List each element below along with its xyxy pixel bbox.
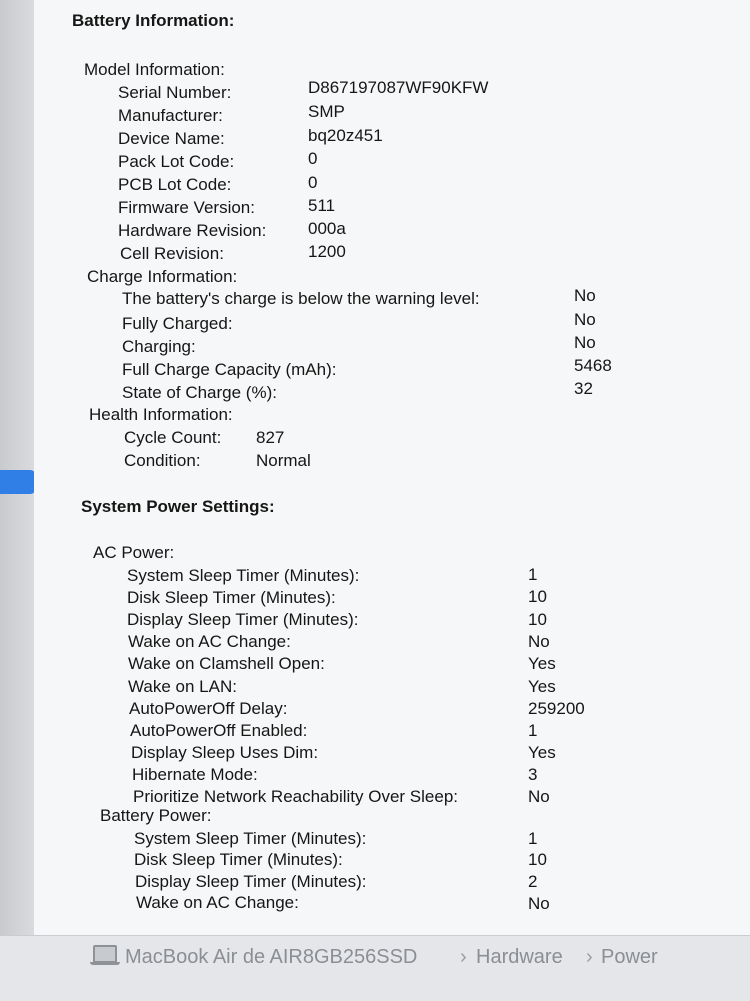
battery-power-label: Battery Power:	[100, 806, 212, 825]
ac-display-sleep-timer-label: Display Sleep Timer (Minutes):	[127, 610, 359, 629]
batt-display-sleep-timer-label: Display Sleep Timer (Minutes):	[135, 872, 367, 891]
ac-autopoweroff-enabled-value: 1	[528, 721, 538, 740]
health-information-label: Health Information:	[89, 405, 233, 424]
state-of-charge-value: 32	[574, 379, 593, 398]
ac-disk-sleep-timer-label: Disk Sleep Timer (Minutes):	[127, 588, 336, 607]
ac-prioritize-network-label: Prioritize Network Reachability Over Sleep:	[133, 787, 459, 806]
ac-display-sleep-timer-value: 10	[528, 610, 547, 629]
cell-revision-label: Cell Revision:	[120, 244, 224, 263]
ac-wake-on-lan-value: Yes	[528, 677, 556, 696]
batt-disk-sleep-timer-label: Disk Sleep Timer (Minutes):	[134, 850, 343, 869]
ac-display-sleep-uses-dim-label: Display Sleep Uses Dim:	[131, 743, 319, 762]
serial-number-value: D867197087WF90KFW	[308, 78, 489, 97]
ac-system-sleep-timer-label: System Sleep Timer (Minutes):	[127, 566, 360, 585]
fully-charged-label: Fully Charged:	[122, 314, 233, 333]
hardware-revision-value: 000a	[308, 219, 346, 238]
fully-charged-value: No	[574, 310, 596, 329]
pcb-lot-code-label: PCB Lot Code:	[118, 175, 232, 194]
breadcrumb-device[interactable]: MacBook Air de AIR8GB256SSD	[125, 946, 418, 968]
hardware-revision-label: Hardware Revision:	[118, 221, 267, 240]
serial-number-label: Serial Number:	[118, 83, 232, 102]
batt-wake-on-ac-change-label: Wake on AC Change:	[136, 893, 299, 912]
pcb-lot-code-value: 0	[308, 173, 318, 192]
laptop-icon	[93, 945, 117, 963]
device-name-value: bq20z451	[308, 126, 383, 145]
below-warning-level-label: The battery's charge is below the warning level:	[122, 289, 480, 308]
chevron-right-icon: ›	[586, 946, 593, 968]
condition-value: Normal	[256, 451, 311, 470]
full-charge-capacity-label: Full Charge Capacity (mAh):	[122, 360, 337, 379]
cycle-count-value: 827	[256, 428, 285, 447]
model-information-label: Model Information:	[84, 60, 225, 79]
ac-autopoweroff-enabled-label: AutoPowerOff Enabled:	[130, 721, 308, 740]
charging-label: Charging:	[122, 337, 196, 356]
batt-system-sleep-timer-value: 1	[528, 829, 538, 848]
firmware-version-label: Firmware Version:	[118, 198, 255, 217]
charge-information-label: Charge Information:	[87, 267, 238, 286]
ac-hibernate-mode-label: Hibernate Mode:	[132, 765, 258, 784]
batt-wake-on-ac-change-value: No	[528, 894, 550, 913]
pack-lot-code-value: 0	[308, 149, 318, 168]
ac-wake-on-ac-change-value: No	[528, 632, 550, 651]
firmware-version-value: 511	[308, 196, 336, 215]
ac-wake-on-lan-label: Wake on LAN:	[128, 677, 237, 696]
charging-value: No	[574, 333, 596, 352]
ac-prioritize-network-value: No	[528, 787, 550, 806]
system-power-settings-heading: System Power Settings:	[81, 497, 275, 516]
cell-revision-value: 1200	[308, 242, 346, 261]
ac-power-label: AC Power:	[93, 543, 175, 562]
breadcrumb-power[interactable]: Power	[601, 946, 658, 968]
batt-system-sleep-timer-label: System Sleep Timer (Minutes):	[134, 829, 367, 848]
state-of-charge-label: State of Charge (%):	[122, 383, 277, 402]
condition-label: Condition:	[124, 451, 201, 470]
below-warning-level-value: No	[574, 286, 596, 305]
pack-lot-code-label: Pack Lot Code:	[118, 152, 235, 171]
ac-wake-on-clamshell-open-label: Wake on Clamshell Open:	[128, 654, 325, 673]
batt-display-sleep-timer-value: 2	[528, 872, 538, 891]
sidebar	[0, 0, 34, 1000]
chevron-right-icon: ›	[460, 946, 467, 968]
ac-system-sleep-timer-value: 1	[528, 565, 538, 584]
ac-autopoweroff-delay-value: 259200	[528, 699, 585, 718]
ac-hibernate-mode-value: 3	[528, 765, 538, 784]
manufacturer-label: Manufacturer:	[118, 106, 223, 125]
batt-disk-sleep-timer-value: 10	[528, 850, 547, 869]
sidebar-selected-item[interactable]	[0, 470, 36, 494]
cycle-count-label: Cycle Count:	[124, 428, 222, 447]
full-charge-capacity-value: 5468	[574, 356, 612, 375]
manufacturer-value: SMP	[308, 102, 345, 121]
breadcrumb-hardware[interactable]: Hardware	[476, 946, 563, 968]
battery-information-heading: Battery Information:	[72, 11, 235, 30]
ac-wake-on-clamshell-open-value: Yes	[528, 654, 556, 673]
ac-autopoweroff-delay-label: AutoPowerOff Delay:	[129, 699, 288, 718]
device-name-label: Device Name:	[118, 129, 225, 148]
ac-display-sleep-uses-dim-value: Yes	[528, 743, 556, 762]
ac-wake-on-ac-change-label: Wake on AC Change:	[128, 632, 291, 651]
ac-disk-sleep-timer-value: 10	[528, 587, 547, 606]
